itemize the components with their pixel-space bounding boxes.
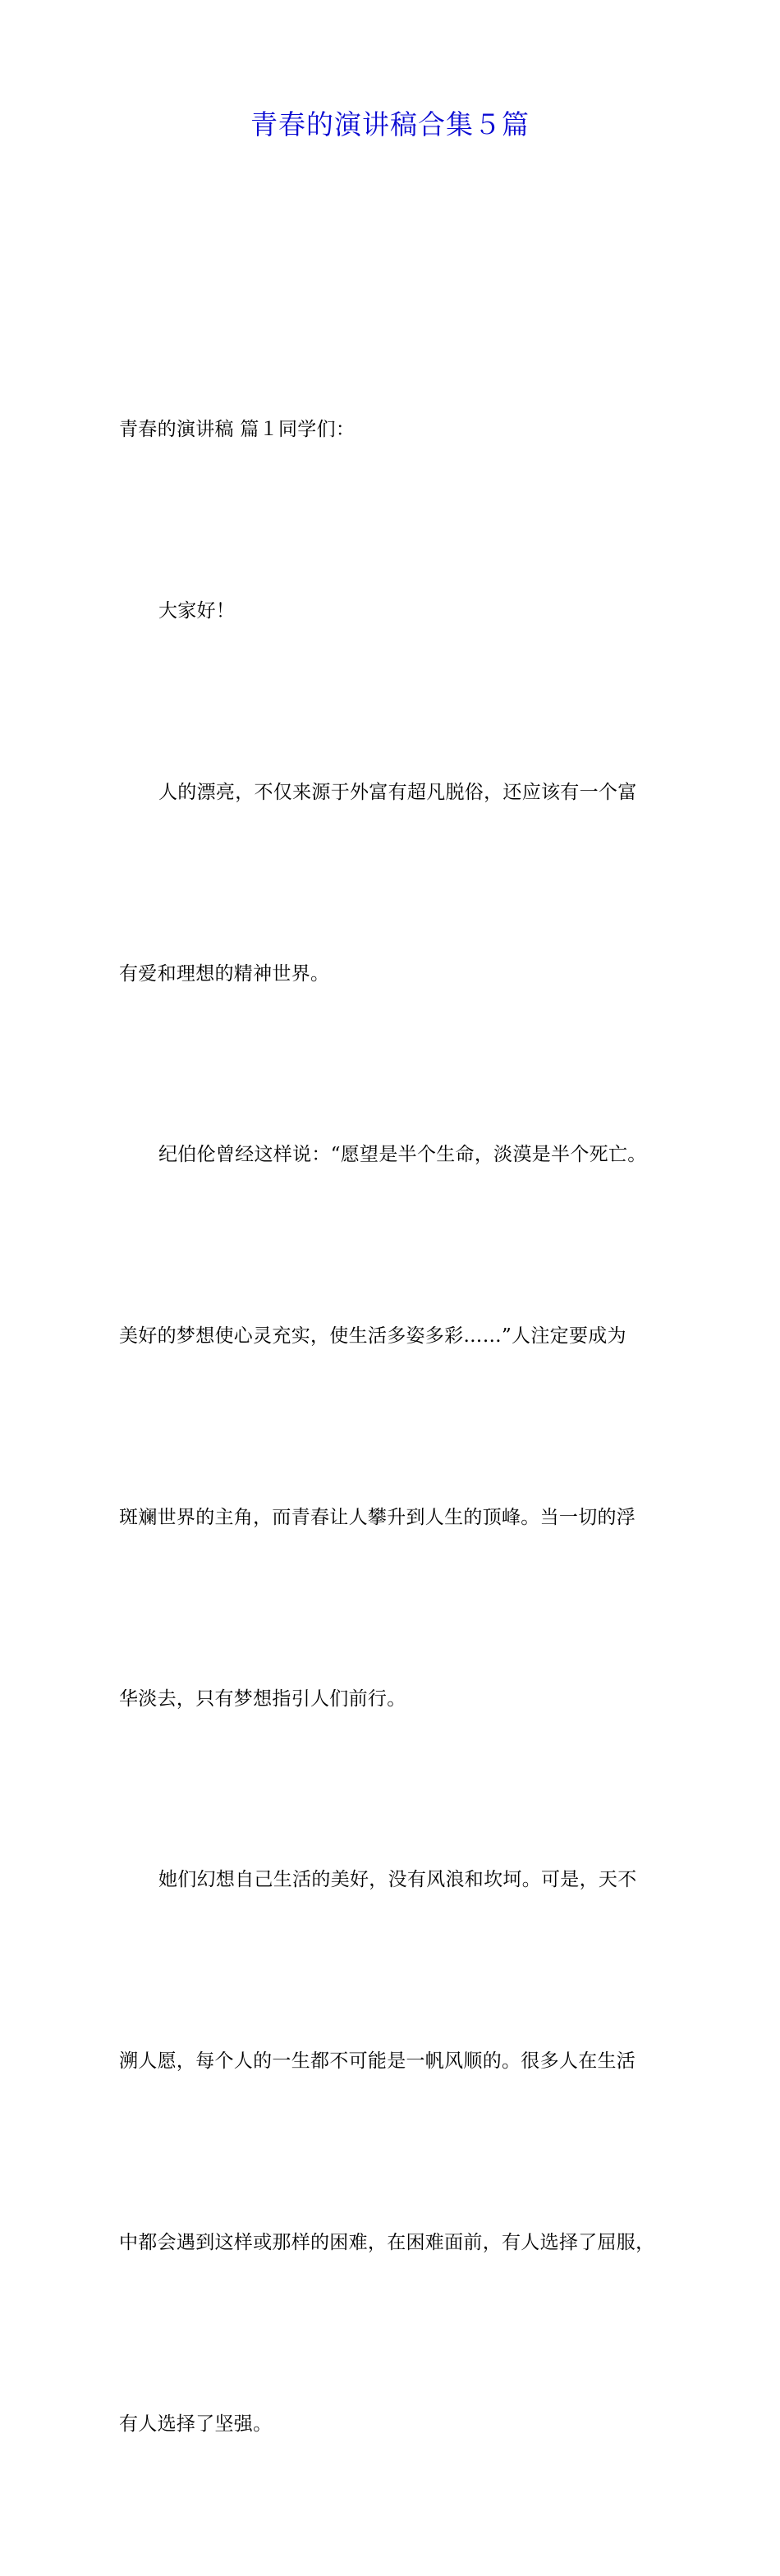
text-line: 中都会遇到这样或那样的困难，在困难面前，有人选择了屈服， xyxy=(119,2232,655,2253)
text-line: 有爱和理想的精神世界。 xyxy=(119,962,330,985)
text-line: 人的漂亮，不仅来源于外富有超凡脱俗，还应该有一个富 xyxy=(158,781,637,803)
text-line: 华淡去，只有梦想指引人们前行。 xyxy=(119,1687,406,1710)
text-line: 纪伯伦曾经这样说：“愿望是半个生命，淡漠是半个死亡。 xyxy=(158,1144,647,1166)
text-line: 她们幻想自己生活的美好，没有风浪和坎坷。可是，天不 xyxy=(158,1869,637,1891)
text-line: 溯人愿，每个人的一生都不可能是一帆风顺的。很多人在生活 xyxy=(119,2050,636,2073)
document-title: 青春的演讲稿合集５篇 xyxy=(250,108,530,140)
text-line: 青春的演讲稿 篇１同学们： xyxy=(119,419,356,441)
text-line: 美好的梦想使心灵充实，使生活多姿多彩……”人注定要成为 xyxy=(119,1325,626,1348)
text-line: 斑斓世界的主角，而青春让人攀升到人生的顶峰。当一切的浮 xyxy=(119,1506,636,1528)
body-paragraphs xyxy=(119,279,665,2576)
text-line: 有人选择了坚强。 xyxy=(119,2413,273,2435)
text-line: 大家好！ xyxy=(158,599,236,622)
document-body xyxy=(119,279,665,2576)
